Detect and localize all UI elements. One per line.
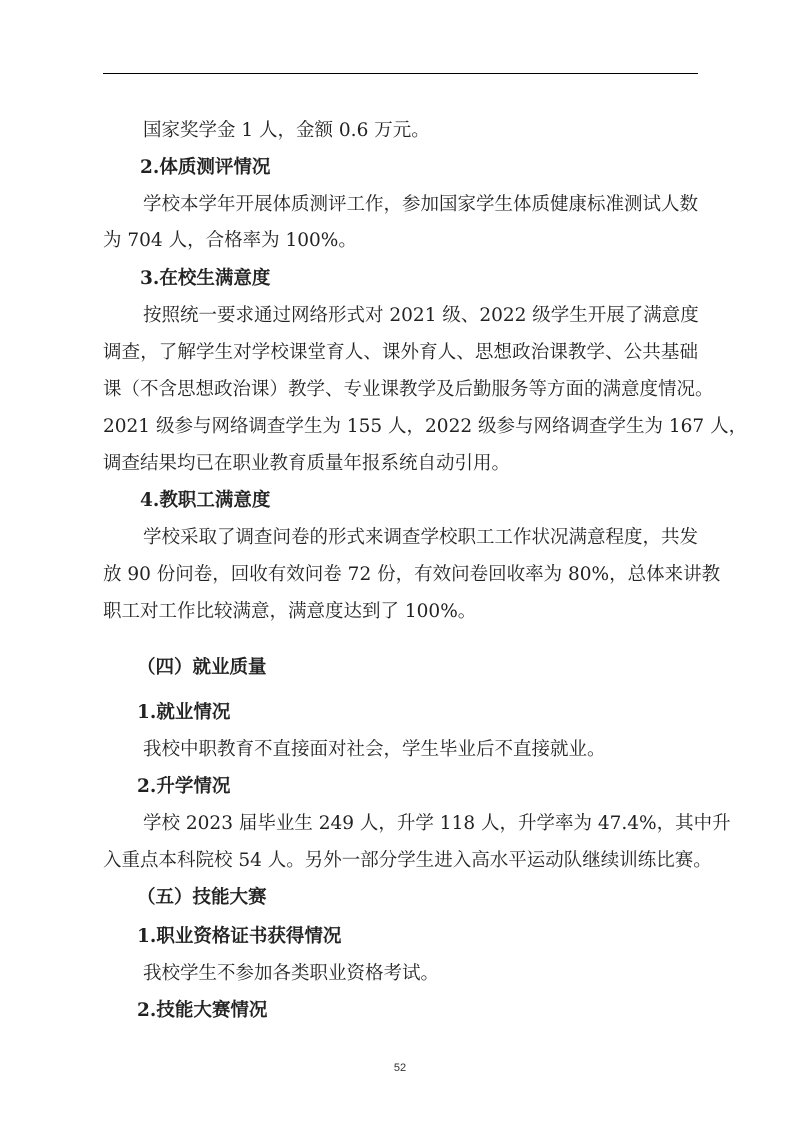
subheading: 1.职业资格证书获得情况	[137, 926, 342, 947]
text-line: 2021 级参与网络调查学生为 155 人，2022 级参与网络调查学生为 167 人，	[103, 416, 748, 437]
page-number: 52	[393, 1062, 407, 1074]
text-line: 为 704 人，合格率为 100%。	[103, 230, 357, 251]
text-line: 入重点本科院校 54 人。另外一部分学生进入高水平运动队继续训练比赛。	[103, 850, 712, 871]
subheading: 2.技能大赛情况	[137, 1000, 268, 1021]
text-line: 我校中职教育不直接面对社会，学生毕业后不直接就业。	[143, 739, 606, 760]
text-line: 放 90 份问卷，回收有效问卷 72 份，有效问卷回收率为 80%，总体来讲教	[103, 564, 721, 585]
text-line: 职工对工作比较满意，满意度达到了 100%。	[103, 601, 477, 622]
subheading: 3.在校生满意度	[140, 268, 271, 289]
text-line: 学校本学年开展体质测评工作，参加国家学生体质健康标准测试人数	[143, 194, 699, 215]
subheading: 2.升学情况	[137, 776, 231, 797]
subheading: 4.教职工满意度	[140, 490, 271, 511]
text-line: 调查结果均已在职业教育质量年报系统自动引用。	[103, 453, 511, 474]
text-line: 我校学生不参加各类职业资格考试。	[143, 963, 440, 984]
text-line: 调查，了解学生对学校课堂育人、课外育人、思想政治课教学、公共基础	[103, 342, 698, 363]
text-line: 学校 2023 届毕业生 249 人，升学 118 人，升学率为 47.4%，其中升	[143, 813, 731, 834]
text-line: 按照统一要求通过网络形式对 2021 级、2022 级学生开展了满意度	[143, 305, 699, 326]
section-heading: （四）就业质量	[137, 657, 267, 678]
subheading: 2.体质测评情况	[140, 157, 271, 178]
text-line: 课（不含思想政治课）教学、专业课教学及后勤服务等方面的满意度情况。	[103, 379, 714, 400]
text-line: 学校采取了调查问卷的形式来调查学校职工工作状况满意程度，共发	[143, 527, 699, 548]
header-rule	[103, 73, 698, 74]
text-line: 国家奖学金 1 人，金额 0.6 万元。	[143, 120, 430, 141]
section-heading: （五）技能大赛	[137, 887, 267, 908]
subheading: 1.就业情况	[137, 702, 231, 723]
